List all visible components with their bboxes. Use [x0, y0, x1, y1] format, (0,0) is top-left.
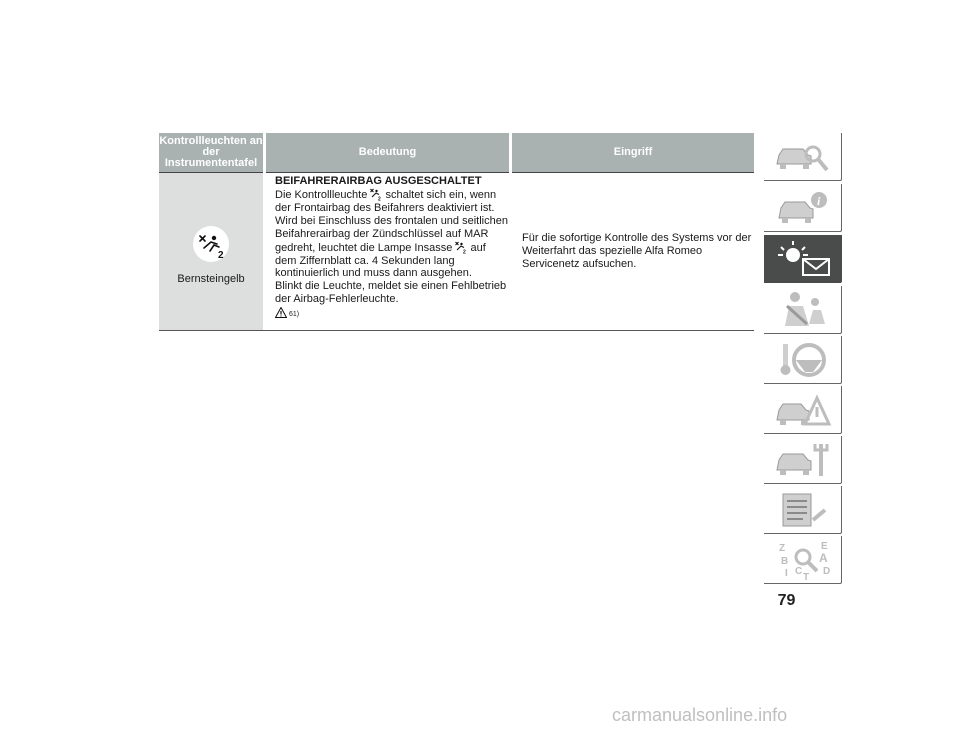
svg-text:2: 2	[463, 249, 467, 254]
header-lights: Kontrollleuchten an der Instrumententafel	[159, 133, 263, 172]
index-letter: B	[780, 555, 788, 567]
svg-text:2: 2	[378, 196, 382, 201]
car-wrench-icon	[773, 440, 833, 480]
tab-specifications[interactable]	[764, 486, 842, 534]
watermark: carmanualsonline.info	[612, 705, 788, 725]
tab-car-service[interactable]	[764, 436, 842, 484]
car-info-icon	[773, 188, 833, 228]
index-letter: E	[820, 540, 828, 552]
meaning-text-1: Die Kontrollleuchte 2 schaltet sich ein, wenn der Frontairbag des Beifahrers deaktiviert ist.	[275, 189, 497, 214]
tab-seatbelt[interactable]	[764, 286, 842, 334]
index-letter: D	[822, 565, 830, 577]
lamp-color-label: Bernsteingelb	[177, 272, 245, 285]
airbag-off-inline-icon	[370, 188, 382, 201]
tab-alphabetical-index[interactable]	[764, 536, 842, 584]
warning-lights-table	[159, 133, 754, 331]
action-text: Für die sofortige Kontrolle des Systems vor der Weiterfahrt das spezielle Alfa Romeo Servicenetz aufsuchen.	[522, 232, 752, 270]
warning-lights-icon	[773, 239, 833, 279]
tab-car-search[interactable]	[764, 133, 842, 181]
meaning-text-3: Blinkt die Leuchte, meldet sie einen Fehlbetrieb der Airbag-Fehlerleuchte.	[275, 280, 507, 306]
svg-text:i: i	[816, 193, 820, 208]
index-letter: A	[818, 550, 828, 565]
lamp-cell	[159, 172, 263, 330]
specifications-list-icon	[773, 490, 833, 530]
airbag-off-inline-icon	[455, 241, 467, 254]
seatbelt-person-icon	[773, 290, 833, 330]
header-meaning: Bedeutung	[266, 133, 509, 172]
passenger-airbag-off-icon	[192, 225, 230, 268]
warning-triangle-icon	[275, 307, 287, 318]
tab-steering-wheel[interactable]	[764, 336, 842, 384]
svg-text:2: 2	[218, 249, 224, 261]
action-cell	[512, 172, 754, 330]
car-warning-triangle-icon	[773, 390, 833, 430]
steering-wheel-icon	[773, 340, 833, 380]
tab-warning-lights[interactable]	[764, 235, 842, 283]
alphabet-index-icon	[773, 540, 833, 580]
page-number: 79	[777, 592, 796, 609]
index-letter: Z	[778, 542, 785, 554]
note-reference: 61)	[289, 311, 300, 319]
header-action: Eingriff	[512, 133, 754, 172]
index-letter: I	[784, 567, 788, 579]
meaning-text-2: Wird bei Einschluss des frontalen und seitlichen Beifahrerairbag der Zündschlüssel auf MAR gedreht, leuchtet die Lampe Insasse 2 auf dem Ziffernblatt ca. 4 Sekunden lang kontinuierlich und muss dann ausgehen.	[275, 214, 508, 280]
tab-car-warning[interactable]	[764, 386, 842, 434]
car-search-icon	[773, 137, 833, 177]
tab-car-info[interactable]	[764, 184, 842, 232]
index-letter: T	[802, 571, 809, 580]
warning-note	[275, 307, 509, 318]
meaning-cell	[266, 172, 509, 330]
index-letter: C	[794, 565, 802, 577]
table-header	[159, 133, 754, 172]
table-row	[159, 172, 754, 331]
lamp-title: BEIFAHRERAIRBAG AUSGESCHALTET	[275, 175, 482, 187]
